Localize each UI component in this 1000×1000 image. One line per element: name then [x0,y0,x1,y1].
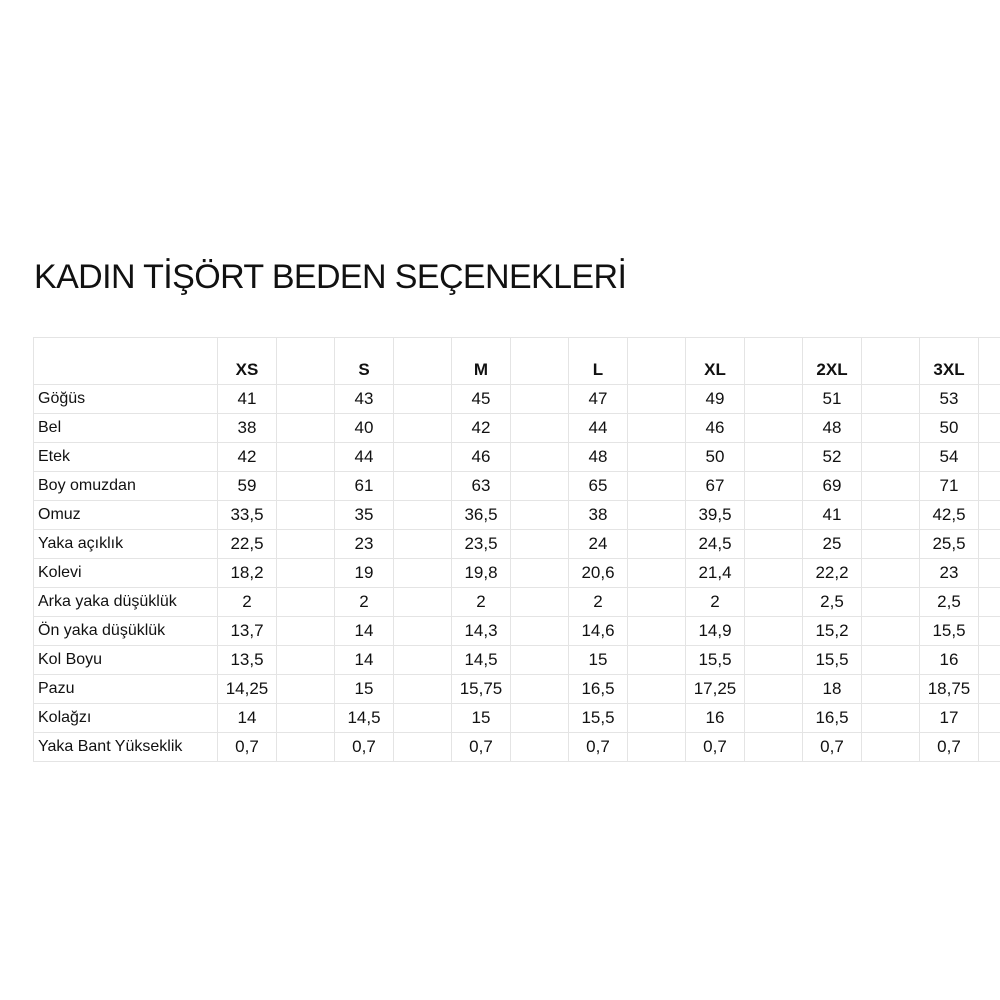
measurement-cell: 14,25 [218,675,277,704]
measurement-cell: 0,7 [569,733,628,762]
row-label: Pazu [34,675,218,704]
spacer-cell [745,530,803,559]
spacer-cell [394,385,452,414]
row-label: Etek [34,443,218,472]
spacer-cell [277,530,335,559]
spacer-cell [511,588,569,617]
measurement-cell: 15 [569,646,628,675]
spacer-cell [511,559,569,588]
spacer-cell [979,588,1000,617]
measurement-cell: 2,5 [920,588,979,617]
spacer-cell [628,472,686,501]
measurement-cell: 43 [335,385,394,414]
row-label: Boy omuzdan [34,472,218,501]
measurement-cell: 23 [335,530,394,559]
measurement-cell: 42,5 [920,501,979,530]
spacer-cell [628,675,686,704]
measurement-cell: 41 [803,501,862,530]
measurement-cell: 15,5 [569,704,628,733]
spacer-cell [979,338,1000,385]
spacer-cell [277,559,335,588]
spacer-cell [745,414,803,443]
spacer-cell [745,646,803,675]
spacer-cell [628,443,686,472]
measurement-cell: 61 [335,472,394,501]
measurement-cell: 38 [218,414,277,443]
measurement-cell: 15,2 [803,617,862,646]
spacer-cell [979,530,1000,559]
measurement-cell: 2 [452,588,511,617]
measurement-cell: 18,75 [920,675,979,704]
measurement-cell: 48 [803,414,862,443]
measurement-cell: 0,7 [803,733,862,762]
spacer-cell [862,675,920,704]
row-label: Yaka Bant Yükseklik [34,733,218,762]
spacer-cell [862,617,920,646]
spacer-cell [394,472,452,501]
measurement-cell: 23,5 [452,530,511,559]
spacer-cell [979,414,1000,443]
row-label: Göğüs [34,385,218,414]
spacer-cell [277,338,335,385]
table-row [34,704,1000,733]
spacer-cell [862,588,920,617]
measurement-cell: 16,5 [803,704,862,733]
spacer-cell [511,338,569,385]
spacer-cell [511,414,569,443]
spacer-cell [862,501,920,530]
spacer-cell [628,733,686,762]
spacer-cell [745,443,803,472]
measurement-cell: 51 [803,385,862,414]
row-label: Kolevi [34,559,218,588]
measurement-cell: 24 [569,530,628,559]
measurement-cell: 46 [686,414,745,443]
spacer-cell [745,338,803,385]
measurement-cell: 47 [569,385,628,414]
measurement-cell: 41 [218,385,277,414]
measurement-cell: 14 [335,617,394,646]
spacer-cell [628,338,686,385]
measurement-cell: 44 [335,443,394,472]
table-row [34,530,1000,559]
spacer-cell [862,472,920,501]
spacer-cell [745,588,803,617]
spacer-cell [277,733,335,762]
measurement-cell: 19,8 [452,559,511,588]
measurement-cell: 0,7 [920,733,979,762]
measurement-cell: 15 [335,675,394,704]
row-label: Bel [34,414,218,443]
measurement-cell: 14,6 [569,617,628,646]
spacer-cell [862,414,920,443]
measurement-cell: 25 [803,530,862,559]
table-row [34,385,1000,414]
spacer-cell [862,443,920,472]
spacer-cell [511,472,569,501]
spacer-cell [277,385,335,414]
page-title: KADIN TİŞÖRT BEDEN SEÇENEKLERİ [34,258,627,296]
measurement-cell: 15,5 [686,646,745,675]
measurement-cell: 63 [452,472,511,501]
size-header-xs: XS [218,338,277,385]
table-row [34,617,1000,646]
measurement-cell: 40 [335,414,394,443]
spacer-cell [745,733,803,762]
spacer-cell [979,559,1000,588]
measurement-cell: 14 [335,646,394,675]
spacer-cell [394,530,452,559]
size-table-body [34,338,1000,762]
table-row [34,733,1000,762]
measurement-cell: 67 [686,472,745,501]
spacer-cell [394,733,452,762]
measurement-cell: 18,2 [218,559,277,588]
measurement-cell: 16,5 [569,675,628,704]
table-row [34,588,1000,617]
spacer-cell [394,675,452,704]
measurement-cell: 48 [569,443,628,472]
measurement-cell: 24,5 [686,530,745,559]
spacer-cell [745,501,803,530]
spacer-cell [277,588,335,617]
spacer-cell [628,414,686,443]
spacer-cell [745,559,803,588]
measurement-cell: 45 [452,385,511,414]
spacer-cell [745,675,803,704]
spacer-cell [628,646,686,675]
measurement-cell: 2,5 [803,588,862,617]
measurement-cell: 0,7 [218,733,277,762]
row-label: Arka yaka düşüklük [34,588,218,617]
spacer-cell [628,501,686,530]
measurement-cell: 53 [920,385,979,414]
spacer-cell [745,617,803,646]
size-header-2xl: 2XL [803,338,862,385]
spacer-cell [394,588,452,617]
spacer-cell [628,704,686,733]
measurement-cell: 36,5 [452,501,511,530]
spacer-cell [745,385,803,414]
size-header-3xl: 3XL [920,338,979,385]
measurement-cell: 14 [218,704,277,733]
table-row [34,559,1000,588]
measurement-cell: 16 [686,704,745,733]
spacer-cell [979,646,1000,675]
spacer-cell [862,733,920,762]
measurement-cell: 22,2 [803,559,862,588]
spacer-cell [628,530,686,559]
spacer-cell [277,443,335,472]
spacer-cell [862,559,920,588]
measurement-cell: 13,5 [218,646,277,675]
spacer-cell [511,733,569,762]
table-row [34,443,1000,472]
measurement-cell: 15,75 [452,675,511,704]
spacer-cell [394,646,452,675]
spacer-cell [511,530,569,559]
spacer-cell [277,414,335,443]
size-chart-table [33,337,1000,762]
row-label: Ön yaka düşüklük [34,617,218,646]
measurement-cell: 50 [920,414,979,443]
spacer-cell [277,472,335,501]
measurement-cell: 0,7 [335,733,394,762]
measurement-cell: 42 [218,443,277,472]
size-header-s: S [335,338,394,385]
spacer-cell [979,501,1000,530]
measurement-cell: 16 [920,646,979,675]
spacer-cell [394,704,452,733]
spacer-cell [862,338,920,385]
spacer-cell [979,617,1000,646]
spacer-cell [511,704,569,733]
measurement-cell: 14,9 [686,617,745,646]
table-row [34,472,1000,501]
measurement-cell: 52 [803,443,862,472]
measurement-cell: 46 [452,443,511,472]
measurement-cell: 50 [686,443,745,472]
spacer-cell [394,338,452,385]
measurement-cell: 2 [686,588,745,617]
measurement-cell: 2 [569,588,628,617]
size-header-l: L [569,338,628,385]
spacer-cell [862,646,920,675]
row-label: Omuz [34,501,218,530]
spacer-cell [979,385,1000,414]
table-row [34,646,1000,675]
row-label: Yaka açıklık [34,530,218,559]
spacer-cell [511,646,569,675]
table-row [34,501,1000,530]
spacer-cell [394,414,452,443]
measurement-cell: 14,5 [452,646,511,675]
spacer-cell [628,385,686,414]
table-row [34,414,1000,443]
measurement-cell: 38 [569,501,628,530]
size-header-m: M [452,338,511,385]
spacer-cell [277,646,335,675]
measurement-cell: 39,5 [686,501,745,530]
row-label: Kolağzı [34,704,218,733]
spacer-cell [979,443,1000,472]
measurement-cell: 25,5 [920,530,979,559]
measurement-cell: 21,4 [686,559,745,588]
spacer-cell [394,559,452,588]
spacer-cell [277,617,335,646]
measurement-cell: 42 [452,414,511,443]
measurement-cell: 33,5 [218,501,277,530]
spacer-cell [979,675,1000,704]
header-corner-cell [34,338,218,385]
measurement-cell: 22,5 [218,530,277,559]
spacer-cell [628,559,686,588]
spacer-cell [511,385,569,414]
spacer-cell [979,472,1000,501]
measurement-cell: 2 [335,588,394,617]
measurement-cell: 20,6 [569,559,628,588]
measurement-cell: 15,5 [803,646,862,675]
spacer-cell [979,733,1000,762]
spacer-cell [628,617,686,646]
measurement-cell: 35 [335,501,394,530]
spacer-cell [745,472,803,501]
row-label: Kol Boyu [34,646,218,675]
measurement-cell: 17,25 [686,675,745,704]
measurement-cell: 18 [803,675,862,704]
table-row [34,675,1000,704]
measurement-cell: 17 [920,704,979,733]
spacer-cell [511,675,569,704]
spacer-cell [277,675,335,704]
measurement-cell: 23 [920,559,979,588]
measurement-cell: 65 [569,472,628,501]
size-header-xl: XL [686,338,745,385]
spacer-cell [979,704,1000,733]
spacer-cell [862,385,920,414]
spacer-cell [862,704,920,733]
spacer-cell [394,443,452,472]
measurement-cell: 54 [920,443,979,472]
spacer-cell [511,501,569,530]
spacer-cell [511,617,569,646]
spacer-cell [862,530,920,559]
spacer-cell [745,704,803,733]
spacer-cell [394,501,452,530]
measurement-cell: 13,7 [218,617,277,646]
measurement-cell: 0,7 [452,733,511,762]
measurement-cell: 15 [452,704,511,733]
measurement-cell: 69 [803,472,862,501]
spacer-cell [394,617,452,646]
measurement-cell: 14,5 [335,704,394,733]
measurement-cell: 49 [686,385,745,414]
measurement-cell: 44 [569,414,628,443]
spacer-cell [277,704,335,733]
spacer-cell [511,443,569,472]
spacer-cell [277,501,335,530]
measurement-cell: 19 [335,559,394,588]
measurement-cell: 14,3 [452,617,511,646]
header-row [34,338,1000,385]
measurement-cell: 71 [920,472,979,501]
measurement-cell: 15,5 [920,617,979,646]
spacer-cell [628,588,686,617]
measurement-cell: 0,7 [686,733,745,762]
measurement-cell: 59 [218,472,277,501]
measurement-cell: 2 [218,588,277,617]
